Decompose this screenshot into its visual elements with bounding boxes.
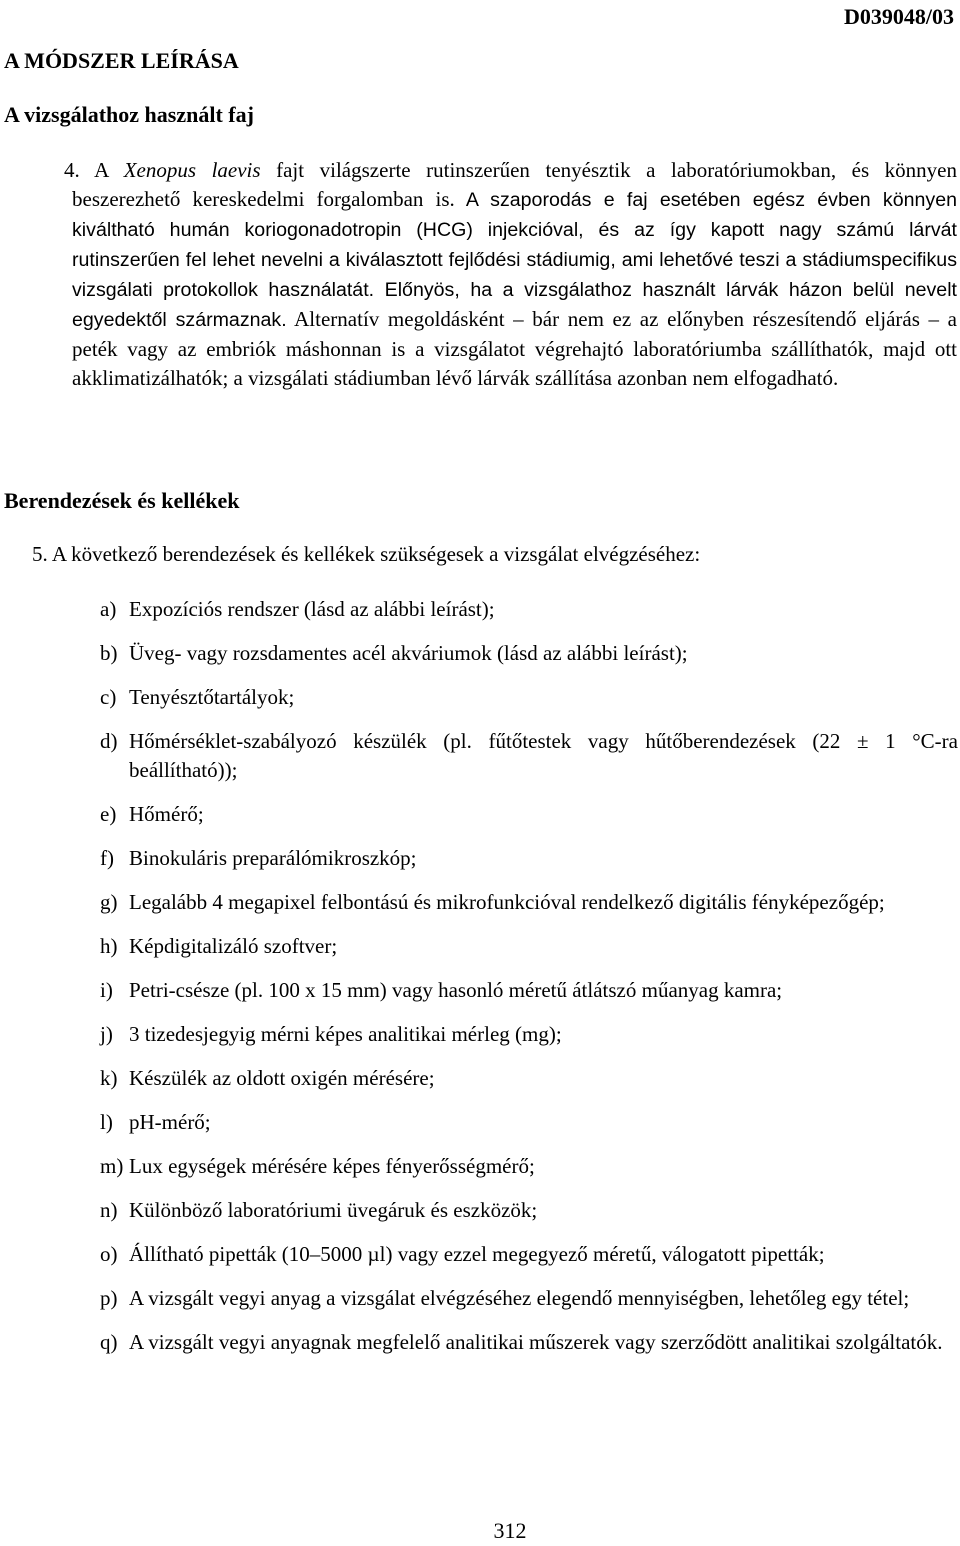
list-item bbox=[100, 1328, 958, 1357]
list-item-text: 3 tizedesjegyig mérni képes analitikai mérleg (mg); bbox=[129, 1022, 562, 1046]
list-item-marker: j) bbox=[100, 1022, 113, 1046]
list-item-text: Binokuláris preparálómikroszkóp; bbox=[129, 846, 417, 870]
list-item bbox=[100, 1284, 958, 1313]
list-item-text: Tenyésztőtartályok; bbox=[129, 685, 295, 709]
paragraph-lead-a: A bbox=[79, 158, 124, 182]
paragraph-number: 4. bbox=[64, 158, 80, 182]
list-item-marker: g) bbox=[100, 890, 118, 914]
list-item-marker: n) bbox=[100, 1198, 118, 1222]
list-item-marker: m) bbox=[100, 1154, 124, 1178]
page-number: 312 bbox=[493, 1518, 527, 1543]
list-item-marker: h) bbox=[100, 934, 118, 958]
list-item-marker: f) bbox=[100, 846, 114, 870]
list-item-text: Készülék az oldott oxigén mérésére; bbox=[129, 1066, 435, 1090]
paragraph-sans-part: A szaporodás e faj esetében egész évben könnyen kiváltható humán koriogonadotropin (HCG) injekcióval, és az így kapott nagy számú lárvát rutinszerűen fel lehet nevelni a kiválasztott fejlődési stádiumig, ami lehetővé teszi a stádiumspecifikus vizsgálati protokollok használatát. Előnyös, ha a vizsgálathoz használt lárvák házon belül nevelt egyedektől származnak. bbox=[72, 189, 957, 331]
list-item bbox=[100, 888, 958, 917]
list-item-text: pH-mérő; bbox=[129, 1110, 211, 1134]
document-id: D039048/03 bbox=[844, 4, 954, 29]
list-item bbox=[100, 932, 958, 961]
subsection-heading-equipment: Berendezések és kellékek bbox=[4, 488, 240, 513]
list-item bbox=[100, 1152, 958, 1181]
list-item-marker: e) bbox=[100, 802, 117, 826]
list-item bbox=[100, 1064, 958, 1093]
list-item bbox=[100, 1196, 958, 1225]
list-item-text: Hőmérséklet-szabályozó készülék (pl. fűtőtestek vagy hűtőberendezések (22 ± 1 °C-ra beállítható)); bbox=[129, 729, 958, 782]
paragraph-lead-b: fajt világszerte rutinszerűen tenyésztik a laboratóriumokban, és könnyen beszerezhető kereskedelmi forgalomban is. bbox=[72, 158, 957, 211]
list-item-marker: c) bbox=[100, 685, 117, 709]
list-item bbox=[100, 1108, 958, 1137]
list-item-text: Hőmérő; bbox=[129, 802, 204, 826]
paragraph-5: 5. A következő berendezések és kellékek szükségesek a vizsgálat elvégzéséhez: bbox=[32, 542, 701, 566]
list-item-text: Legalább 4 megapixel felbontású és mikrofunkcióval rendelkező digitális fényképezőgép; bbox=[129, 890, 885, 914]
list-item-text: Lux egységek mérésére képes fényerősségmérő; bbox=[129, 1154, 535, 1178]
list-item-marker: b) bbox=[100, 641, 118, 665]
list-item bbox=[100, 844, 958, 873]
list-item bbox=[100, 976, 958, 1005]
list-item-marker: k) bbox=[100, 1066, 118, 1090]
paragraph-tail: Alternatív megoldásként – bár nem ez az előnyben részesítendő eljárás – a peték vagy az embriók máshonnan is a vizsgálatot végrehajtó laboratóriumba szállíthatók, majd ott akklimatizálhatók; a vizsgálati stádiumban lévő lárvák szállítása azonban nem elfogadható. bbox=[72, 307, 957, 390]
list-item bbox=[100, 595, 958, 624]
list-item-text: Különböző laboratóriumi üvegáruk és eszközök; bbox=[129, 1198, 538, 1222]
list-item-text: Állítható pipetták (10–5000 µl) vagy ezzel megegyező méretű, válogatott pipetták; bbox=[129, 1242, 825, 1266]
list-item-text: A vizsgált vegyi anyagnak megfelelő analitikai műszerek vagy szerződött analitikai szolgáltatók. bbox=[129, 1330, 943, 1354]
section-heading-method: A MÓDSZER LEÍRÁSA bbox=[4, 48, 239, 73]
list-item-marker: a) bbox=[100, 597, 117, 621]
list-item bbox=[100, 639, 958, 668]
list-item-text: Üveg- vagy rozsdamentes acél akváriumok (lásd az alábbi leírást); bbox=[129, 641, 688, 665]
list-item bbox=[100, 683, 958, 712]
list-item-marker: o) bbox=[100, 1242, 118, 1266]
list-item bbox=[100, 1240, 958, 1269]
list-item bbox=[100, 727, 958, 785]
list-item-text: A vizsgált vegyi anyag a vizsgálat elvégzéséhez elegendő mennyiségben, lehetőleg egy tétel; bbox=[129, 1286, 910, 1310]
list-item-marker: i) bbox=[100, 978, 113, 1002]
list-item bbox=[100, 1020, 958, 1049]
list-item-marker: l) bbox=[100, 1110, 113, 1134]
species-name: Xenopus laevis bbox=[123, 158, 261, 182]
subsection-heading-species: A vizsgálathoz használt faj bbox=[4, 102, 254, 127]
paragraph-4 bbox=[64, 156, 957, 393]
list-item bbox=[100, 800, 958, 829]
list-item-text: Petri-csésze (pl. 100 x 15 mm) vagy hasonló méretű átlátszó műanyag kamra; bbox=[129, 978, 783, 1002]
list-item-text: Expozíciós rendszer (lásd az alábbi leírást); bbox=[129, 597, 495, 621]
equipment-list bbox=[100, 595, 958, 1357]
list-item-marker: d) bbox=[100, 729, 118, 753]
list-item-marker: p) bbox=[100, 1286, 118, 1310]
list-item-text: Képdigitalizáló szoftver; bbox=[129, 934, 338, 958]
list-item-marker: q) bbox=[100, 1330, 118, 1354]
